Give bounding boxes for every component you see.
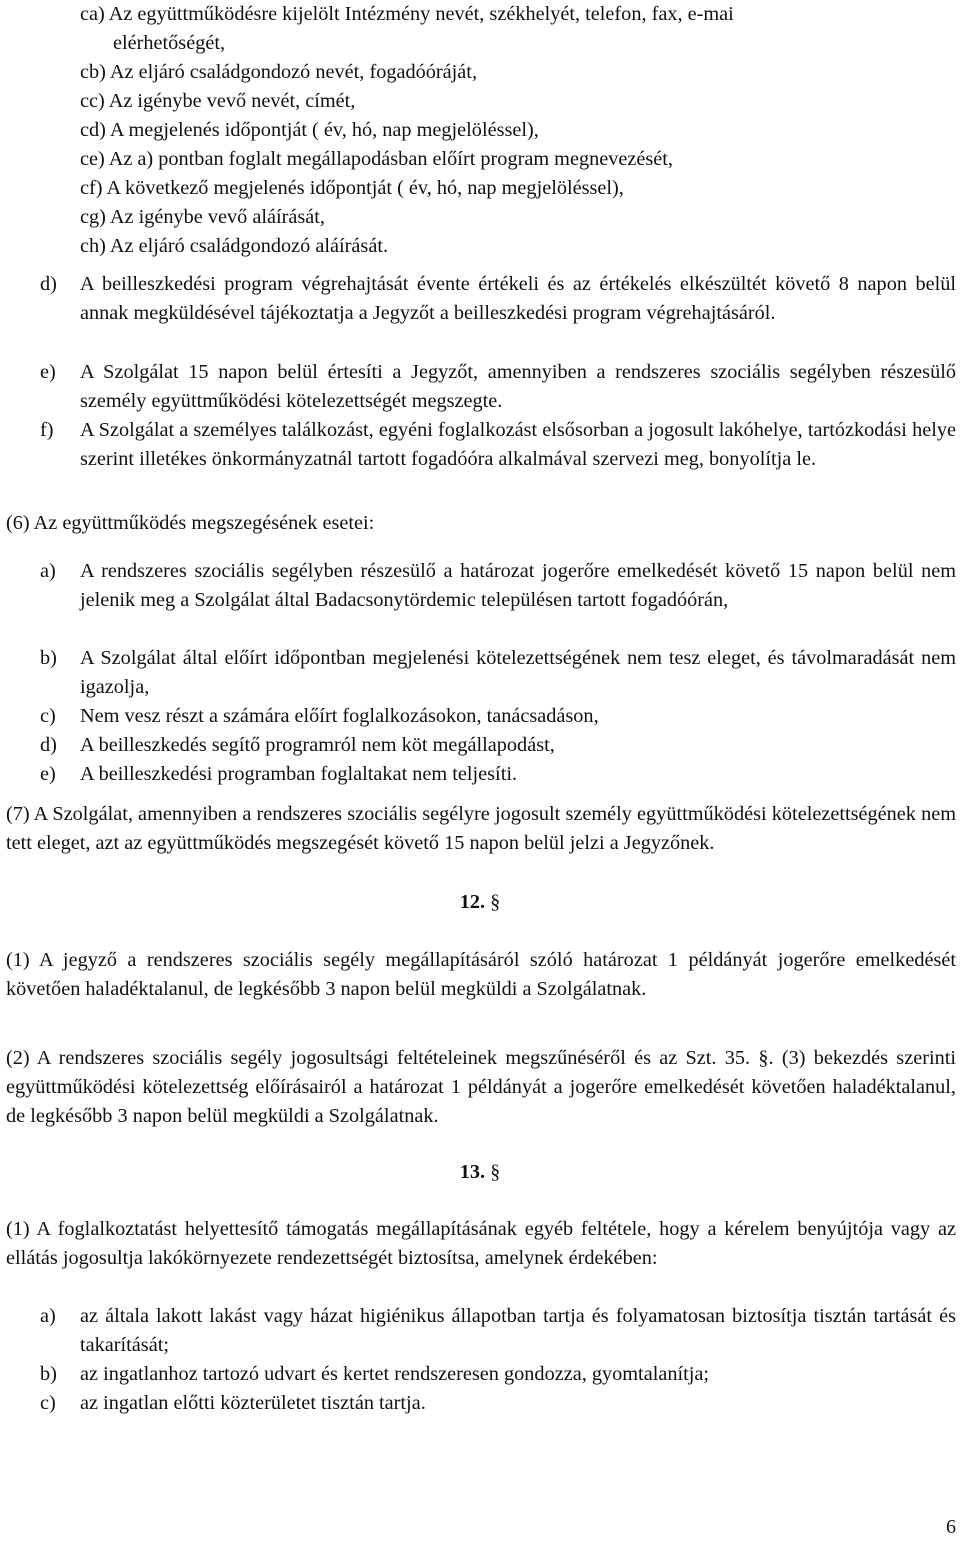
section-number: 13. bbox=[459, 1161, 486, 1183]
paragraph bbox=[6, 509, 956, 538]
paragraph bbox=[6, 1044, 956, 1131]
paragraph-text: (1) A jegyző a rendszeres szociális segély megállapításáról szóló határozat 1 példányát jogerőre emelkedését követően haladéktalanul, de legkésőbb 3 napon belül megküldi a Szolgálatnak. bbox=[6, 949, 956, 1000]
section-symbol: § bbox=[490, 891, 501, 913]
list-item-text: cg) Az igénybe vevő aláírását, bbox=[80, 206, 325, 228]
list-item bbox=[80, 0, 960, 29]
list-item-label: e) bbox=[40, 361, 56, 383]
list-item-text: az ingatlan előtti közterületet tisztán tartja. bbox=[80, 1392, 426, 1414]
list-item bbox=[0, 358, 956, 416]
list-item-label: b) bbox=[40, 1363, 57, 1385]
paragraph-text: (7) A Szolgálat, amennyiben a rendszeres szociális segélyre jogosult személy együttműködési kötelezettségének nem tett eleget, azt az együttműködés megszegését követő 15 napon belül jelzi a Jegyzőnek. bbox=[6, 803, 956, 854]
list-item-label: c) bbox=[40, 1392, 56, 1414]
list-item bbox=[113, 29, 913, 58]
list-item-text: elérhetőségét, bbox=[113, 32, 226, 54]
paragraph-text: (1) A foglalkoztatást helyettesítő támogatás megállapításának egyéb feltétele, hogy a kérelem benyújtója vagy az ellátás jogosultja lakókörnyezete rendezettségét biztosítsa, amelynek érdekében: bbox=[6, 1218, 956, 1269]
page-number: 6 bbox=[946, 1516, 956, 1538]
section-heading bbox=[0, 1158, 960, 1187]
list-item-text: Nem vesz részt a számára előírt foglalkozásokon, tanácsadáson, bbox=[80, 705, 599, 727]
section-number: 12. bbox=[459, 891, 486, 913]
list-item-label: d) bbox=[40, 734, 57, 756]
list-item-label: a) bbox=[40, 560, 56, 582]
list-item bbox=[0, 644, 956, 702]
list-item-text: az általa lakott lakást vagy házat higiénikus állapotban tartja és folyamatosan biztosítja tisztán tartását és takarítását; bbox=[80, 1305, 956, 1356]
list-item-text: A beilleszkedés segítő programról nem köt megállapodást, bbox=[80, 734, 555, 756]
list-item-text: A beilleszkedési program végrehajtását évente értékeli és az értékelés elkészültét követő 8 napon belül annak megküldésével tájékoztatja a Jegyzőt a beilleszkedési program végrehajtásáról. bbox=[80, 273, 956, 324]
list-item-text: A Szolgálat által előírt időpontban megjelenési kötelezettségének nem tesz eleget, és távolmaradását nem igazolja, bbox=[80, 647, 956, 698]
list-item-label: c) bbox=[40, 705, 56, 727]
list-item-text: cf) A következő megjelenés időpontját ( év, hó, nap megjelöléssel), bbox=[80, 177, 624, 199]
paragraph bbox=[6, 800, 956, 858]
list-item-text: A Szolgálat 15 napon belül értesíti a Jegyzőt, amennyiben a rendszeres szociális segélyben részesülő személy együttműködési kötelezettségét megszegte. bbox=[80, 361, 956, 412]
list-item bbox=[0, 760, 956, 789]
list-item-label: f) bbox=[40, 419, 54, 441]
list-item bbox=[80, 232, 940, 261]
paragraph-text: (2) A rendszeres szociális segély jogosultsági feltételeinek megszűnéséről és az Szt. 35. §. (3) bekezdés szerinti együttműködési kötelezettség előírásairól a határozat 1 példányát a jogerőre emelkedését követően haladéktalanul, de legkésőbb 3 napon belül megküldi a Szolgálatnak. bbox=[6, 1047, 956, 1127]
list-item bbox=[0, 1360, 956, 1389]
list-item-text: ch) Az eljáró családgondozó aláírását. bbox=[80, 235, 389, 257]
list-item-text: A rendszeres szociális segélyben részesülő a határozat jogerőre emelkedését követő 15 napon belül nem jelenik meg a Szolgálat által Badacsonytördemic településen tartott fogadóórán, bbox=[80, 560, 956, 611]
list-item bbox=[0, 702, 956, 731]
list-item-text: cd) A megjelenés időpontját ( év, hó, nap megjelöléssel), bbox=[80, 119, 539, 141]
section-heading bbox=[0, 888, 960, 917]
paragraph-text: (6) Az együttműködés megszegésének esetei: bbox=[6, 512, 375, 534]
list-item bbox=[0, 270, 956, 328]
list-item-text: ca) Az együttműködésre kijelölt Intézmény nevét, székhelyét, telefon, fax, e-mai bbox=[80, 3, 734, 25]
list-item-text: cc) Az igénybe vevő nevét, címét, bbox=[80, 90, 356, 112]
list-item bbox=[80, 116, 940, 145]
list-item bbox=[80, 87, 940, 116]
list-item-text: ce) Az a) pontban foglalt megállapodásban előírt program megnevezését, bbox=[80, 148, 673, 170]
list-item-label: a) bbox=[40, 1305, 56, 1327]
list-item-label: e) bbox=[40, 763, 56, 785]
list-item bbox=[0, 731, 956, 760]
paragraph bbox=[6, 946, 956, 1004]
list-item bbox=[80, 174, 940, 203]
list-item bbox=[80, 58, 940, 87]
list-item-text: A Szolgálat a személyes találkozást, egyéni foglalkozást elsősorban a jogosult lakóhelye, tartózkodási helye szerint illetékes önkormányzatnál tartott fogadóóra alkalmával szervezi meg, bonyolítja le. bbox=[80, 419, 956, 470]
list-item-text: A beilleszkedési programban foglaltakat nem teljesíti. bbox=[80, 763, 518, 785]
list-item-text: cb) Az eljáró családgondozó nevét, fogadóóráját, bbox=[80, 61, 478, 83]
paragraph bbox=[6, 1215, 956, 1273]
list-item-label: b) bbox=[40, 647, 57, 669]
list-item bbox=[80, 203, 940, 232]
list-item bbox=[80, 145, 940, 174]
list-item bbox=[0, 416, 956, 474]
list-item bbox=[0, 1302, 956, 1360]
list-item-text: az ingatlanhoz tartozó udvart és kertet rendszeresen gondozza, gyomtalanítja; bbox=[80, 1363, 710, 1385]
section-symbol: § bbox=[490, 1161, 501, 1183]
list-item bbox=[0, 1389, 956, 1418]
list-item-label: d) bbox=[40, 273, 57, 295]
list-item bbox=[0, 557, 956, 615]
